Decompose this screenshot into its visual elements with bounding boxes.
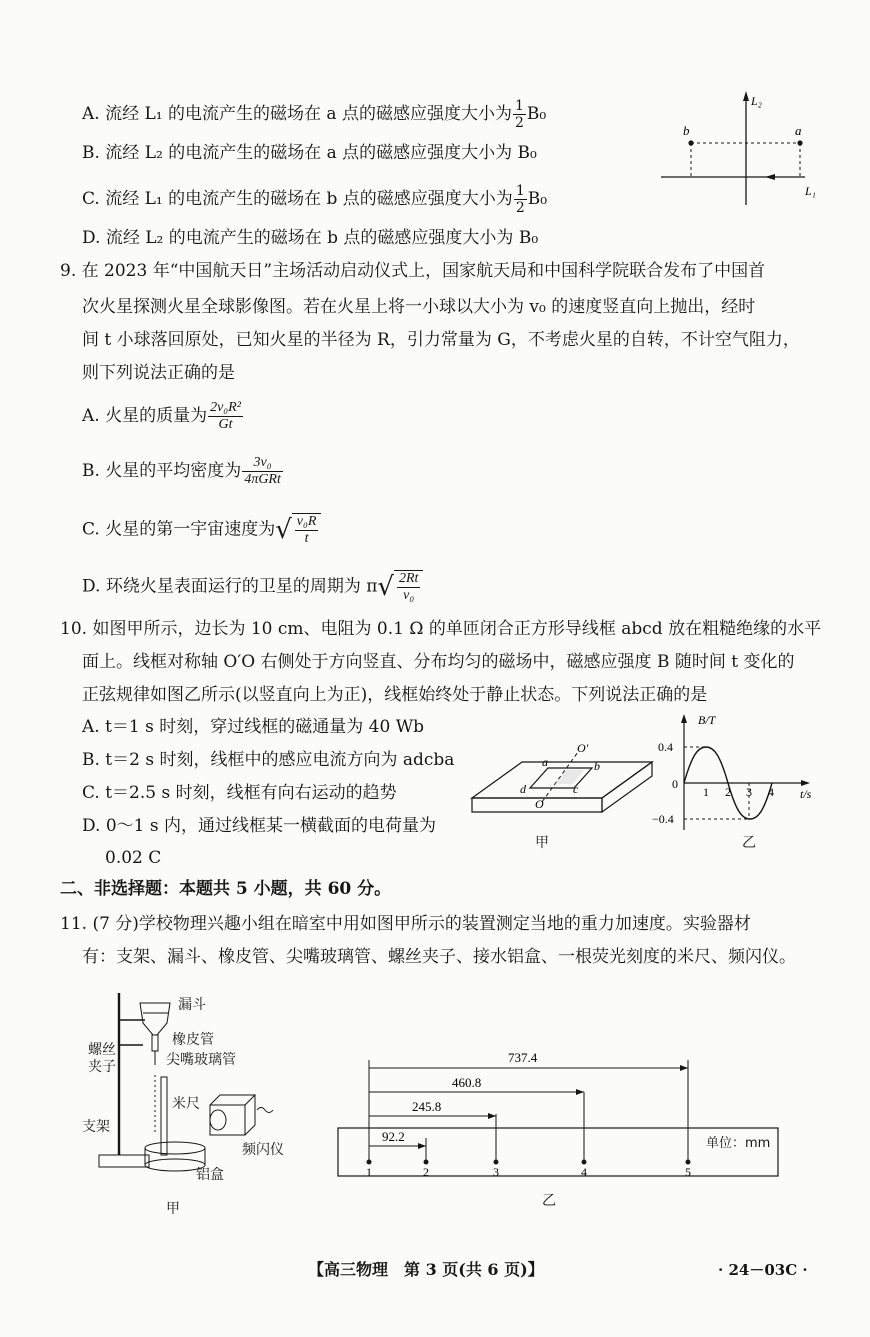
distance-92-2: 92.2 — [382, 1129, 405, 1144]
svg-text:4: 4 — [581, 1165, 587, 1179]
point-a-label: a — [795, 123, 802, 138]
section-2-title: 二、非选择题：本题共 5 小题，共 60 分。 — [60, 879, 392, 899]
svg-text:t/s: t/s — [800, 787, 812, 801]
fraction-half: $\frac{1}{2}$ — [515, 183, 525, 216]
q9-option-c: C. 火星的第一宇宙速度为√ $\frac{\text{v₀R}}{t}$ — [82, 513, 321, 547]
q11-figure-jia-caption: 甲 — [166, 1201, 180, 1217]
density-fraction: $\frac{\text{3v₀}}{\text{4πGRt}}$ — [244, 455, 281, 487]
sqrt-icon: √ — [377, 572, 394, 602]
label-stand: 支架 — [82, 1119, 110, 1135]
paper-code: · 24－03C · — [718, 1261, 808, 1279]
q9-stem-line3: 间 t 小球落回原处，已知火星的半径为 R，引力常量为 G，不考虑火星的自转，不计空气阻力， — [82, 330, 800, 350]
q10-figure-yi-caption: 乙 — [742, 835, 756, 851]
q10-stem-line2: 面上。线框对称轴 O′O 右侧处于方向竖直、分布均匀的磁场中，磁感应强度 B 随时间 t 变化的 — [82, 652, 795, 672]
label-aluminum-box: 铝盒 — [196, 1167, 224, 1183]
q11-figure-yi-caption: 乙 — [542, 1193, 556, 1209]
svg-text:3: 3 — [493, 1165, 499, 1179]
label-strobe: 频闪仪 — [242, 1142, 284, 1158]
q11-measurement-figure — [330, 1040, 790, 1185]
q10-frame-figure — [470, 740, 655, 830]
svg-text:O: O — [535, 797, 544, 811]
page-footer: 【高三物理 第 3 页(共 6 页)】 — [308, 1260, 544, 1279]
svg-text:d: d — [520, 782, 526, 796]
distance-737-4: 737.4 — [508, 1050, 538, 1065]
mass-fraction: $\frac{\text{2v₀R²}}{Gt}$ — [210, 400, 241, 432]
svg-text:c: c — [573, 782, 579, 796]
point-b-label: b — [683, 123, 690, 138]
q10-stem-line1: 10. 如图甲所示，边长为 10 cm、电阻为 0.1 Ω 的单匝闭合正方形导线框 abcd 放在粗糙绝缘的水平 — [60, 619, 822, 639]
q8-option-d: D. 流经 L₂ 的电流产生的磁场在 b 点的磁感应强度大小为 B₀ — [82, 228, 539, 248]
q9-option-a: A. 火星的质量为 $\frac{\text{2v₀R²}}{Gt}$ — [82, 400, 241, 432]
label-screw-clip-line1: 螺丝 — [88, 1042, 116, 1058]
svg-text:−0.4: −0.4 — [652, 812, 674, 826]
q10-figure-jia-caption: 甲 — [535, 835, 549, 851]
svg-text:B/T: B/T — [698, 713, 716, 727]
q9-option-b: B. 火星的平均密度为 $\frac{\text{3v₀}}{\text{4πGRt}}$ — [82, 455, 281, 487]
wire-l2-label: L₂ — [751, 94, 762, 108]
q9-option-d: D. 环绕火星表面运行的卫星的周期为 π√ $\frac{2Rt}{\text{v₀}}$ — [82, 570, 423, 604]
q10-option-c: C. t＝2.5 s 时刻，线框有向右运动的趋势 — [82, 783, 397, 803]
q8-option-c: C. 流经 L₁ 的电流产生的磁场在 b 点的磁感应强度大小为 $\frac{1}{2}$ B₀ — [82, 183, 548, 216]
q10-option-d-continued: 0.02 C — [105, 848, 162, 868]
svg-text:2: 2 — [725, 785, 731, 799]
sqrt-icon: √ — [275, 515, 292, 545]
label-glass-tip: 尖嘴玻璃管 — [166, 1052, 236, 1068]
label-rubber-tube: 橡皮管 — [172, 1032, 214, 1048]
svg-text:5: 5 — [685, 1165, 691, 1179]
fraction-half: $\frac{1}{2}$ — [514, 98, 524, 131]
distance-460-8: 460.8 — [452, 1075, 482, 1090]
svg-text:1: 1 — [703, 785, 709, 799]
q10-option-b: B. t＝2 s 时刻，线框中的感应电流方向为 adcba — [82, 750, 455, 770]
label-ruler: 米尺 — [172, 1096, 200, 1112]
label-funnel: 漏斗 — [178, 997, 206, 1013]
q10-option-d: D. 0～1 s 内，通过线框某一横截面的电荷量为 — [82, 816, 436, 836]
svg-text:2: 2 — [423, 1165, 429, 1179]
q11-stem-line2: 有：支架、漏斗、橡皮管、尖嘴玻璃管、螺丝夹子、接水铝盒、一根荧光刻度的米尺、频闪仪。 — [82, 947, 796, 967]
svg-text:3: 3 — [746, 785, 752, 799]
svg-text:4: 4 — [768, 785, 774, 799]
q9-stem-line4: 则下列说法正确的是 — [82, 363, 235, 383]
velocity-fraction: $\frac{\text{v₀R}}{t}$ — [296, 514, 317, 546]
unit-label: 单位：mm — [706, 1136, 771, 1151]
q10-option-a: A. t＝1 s 时刻，穿过线框的磁通量为 40 Wb — [82, 717, 425, 737]
q8-wire-figure — [655, 85, 830, 210]
q8-option-b: B. 流经 L₂ 的电流产生的磁场在 a 点的磁感应强度大小为 B₀ — [82, 143, 537, 163]
period-fraction: $\frac{2Rt}{\text{v₀}}$ — [399, 571, 419, 603]
q11-stem-line1: 11. (7 分)学校物理兴趣小组在暗室中用如图甲所示的装置测定当地的重力加速度。实验器材 — [60, 914, 751, 934]
svg-text:1: 1 — [366, 1165, 372, 1179]
q9-stem-line1: 9. 在 2023 年“中国航天日”主场活动启动仪式上，国家航天局和中国科学院联合发布了中国首 — [60, 261, 766, 281]
svg-text:0.4: 0.4 — [658, 740, 673, 754]
q8-option-a: A. 流经 L₁ 的电流产生的磁场在 a 点的磁感应强度大小为 $\frac{1}{2}$ B₀ — [82, 98, 547, 131]
q10-stem-line3: 正弦规律如图乙所示(以竖直向上为正)，线框始终处于静止状态。下列说法正确的是 — [82, 685, 708, 705]
svg-text:a: a — [542, 755, 548, 769]
q10-sine-graph — [650, 710, 830, 835]
wire-l1-label: L₁ — [805, 184, 816, 198]
svg-text:b: b — [594, 759, 600, 773]
distance-245-8: 245.8 — [412, 1099, 442, 1114]
svg-text:0: 0 — [672, 777, 678, 791]
label-screw-clip-line2: 夹子 — [88, 1059, 116, 1075]
svg-text:O′: O′ — [577, 741, 589, 755]
q9-stem-line2: 次火星探测火星全球影像图。若在火星上将一小球以大小为 v₀ 的速度竖直向上抛出，经时 — [82, 297, 756, 317]
